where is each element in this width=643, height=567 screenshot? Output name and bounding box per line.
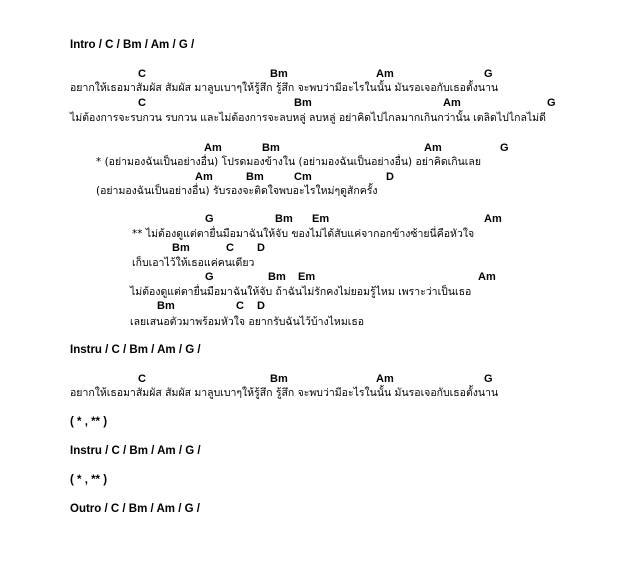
chord: D — [386, 171, 394, 183]
intro-line: Intro / C / Bm / Am / G / — [70, 39, 195, 51]
chord: G — [205, 213, 214, 225]
lyric-line: (อย่ามองฉันเป็นอย่างอื่น) รับรองจะติดใจพบอะไรใหม่ๆดูสักครั้ง — [96, 185, 378, 197]
chord: Am — [204, 142, 222, 154]
chord: G — [484, 373, 493, 385]
chord: Am — [195, 171, 213, 183]
chord: Bm — [157, 300, 175, 312]
chord: D — [257, 300, 265, 312]
chord: Bm — [275, 213, 293, 225]
chord: Bm — [246, 171, 264, 183]
chord: Am — [376, 68, 394, 80]
chord: D — [257, 242, 265, 254]
chord: Bm — [268, 271, 286, 283]
chord: C — [236, 300, 244, 312]
chord: G — [205, 271, 214, 283]
chord: Am — [443, 97, 461, 109]
chord: Bm — [270, 68, 288, 80]
chord: Am — [484, 213, 502, 225]
chord: Cm — [294, 171, 312, 183]
lyric-line: เก็บเอาไว้ให้เธอแค่คนเดียว — [132, 257, 255, 269]
lyric-line: เลยเสนอตัวมาพร้อมหัวใจ อยากรับฉันไว้บ้างไหมเธอ — [130, 316, 365, 328]
instru-line: Instru / C / Bm / Am / G / — [70, 344, 201, 356]
chord: Bm — [172, 242, 190, 254]
chord: Em — [298, 271, 316, 283]
chord: Am — [478, 271, 496, 283]
repeat-marker: ( * , ** ) — [70, 474, 108, 486]
chord: C — [138, 373, 146, 385]
chord: G — [500, 142, 509, 154]
chord: C — [138, 68, 146, 80]
repeat-marker: ( * , ** ) — [70, 416, 108, 428]
chord: Bm — [294, 97, 312, 109]
outro-line: Outro / C / Bm / Am / G / — [70, 503, 200, 515]
lyric-line: ไม่ต้องการจะรบกวน รบกวน และไม่ต้องการจะลบหลู่ ลบหลู่ อย่าคิดไปไกลมากเกินกว่านั้น เตลิดไปไกลไม่ดี — [70, 112, 546, 124]
lyric-line: อยากให้เธอมาสัมผัส สัมผัส มาลูบเบาๆให้รู้สึก รู้สึก จะพบว่ามีอะไรในนั้น มันรอเจอกับเธอตั้งนาน — [70, 387, 499, 399]
instru-line: Instru / C / Bm / Am / G / — [70, 445, 201, 457]
chord: C — [226, 242, 234, 254]
lyric-line: อยากให้เธอมาสัมผัส สัมผัส มาลูบเบาๆให้รู้สึก รู้สึก จะพบว่ามีอะไรในนั้น มันรอเจอกับเธอตั้งนาน — [70, 82, 499, 94]
chord: Em — [312, 213, 330, 225]
chord: C — [138, 97, 146, 109]
chord: Bm — [270, 373, 288, 385]
lyric-line: ไม่ต้องดูแต่ตายื่นมือมาฉันให้จับ ถ้าฉันไม่รักคงไม่ยอมรู้ไหม เพราะว่าเป็นเธอ — [130, 286, 472, 298]
chord: Bm — [262, 142, 280, 154]
lyric-line: * (อย่ามองฉันเป็นอย่างอื่น) โปรดมองข้างใน (อย่ามองฉันเป็นอย่างอื่น) อย่าคิดเกินเลย — [96, 156, 481, 168]
lyric-line: ** ไม่ต้องดูแต่ตายื่นมือมาฉันให้จับ ของไม่ได้สับแค่จากอกข้างซ้ายนี่คือหัวใจ — [132, 228, 475, 240]
chord: Am — [376, 373, 394, 385]
chord: Am — [424, 142, 442, 154]
chord: G — [547, 97, 556, 109]
chord: G — [484, 68, 493, 80]
